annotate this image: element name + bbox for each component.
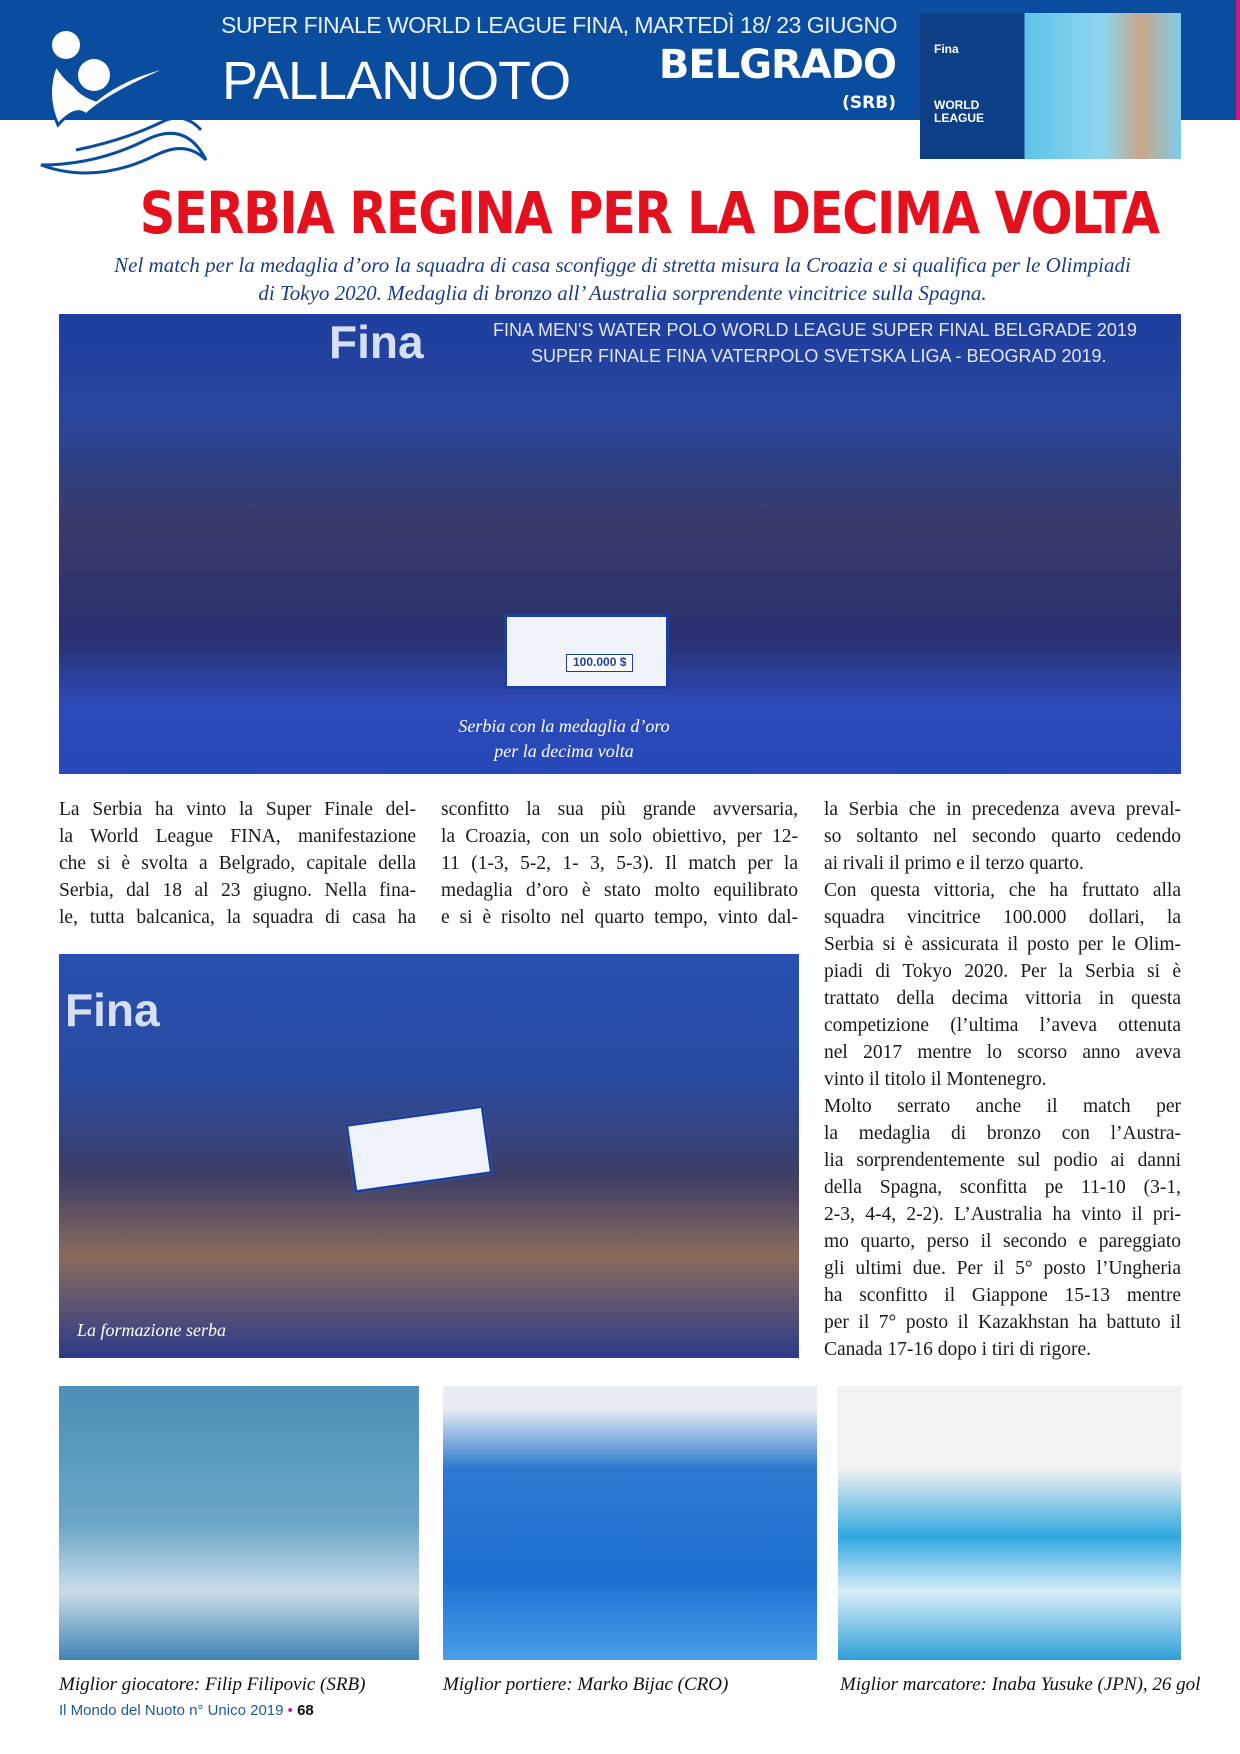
country-label: (SRB) xyxy=(842,93,896,113)
text-line: le, tutta balcanica, la squadra di casa ha xyxy=(59,907,416,928)
top-scorer-photo xyxy=(838,1386,1181,1660)
text-line: ai rivali il primo e il terzo quarto. xyxy=(824,853,1084,874)
photo-caption: La formazione serba xyxy=(77,1320,227,1340)
world-league-thumbnail: Fina WORLD LEAGUE xyxy=(920,13,1181,159)
text-line: medaglia d’oro è stato molto equilibrato xyxy=(441,880,798,901)
article-column-3 xyxy=(824,796,1181,1363)
text-line: sconfitto la sua più grande avversaria, xyxy=(441,799,798,820)
text-line: Serbia si è assicurata il posto per le Olim- xyxy=(824,934,1181,955)
city-label: BELGRADO xyxy=(658,42,896,88)
text-line: ha sconfitto il Giappone 15-13 mentre xyxy=(824,1285,1181,1306)
text-line: la World League FINA, manifestazione xyxy=(59,826,416,847)
text-line: lia sorprendentemente sul podio ai danni xyxy=(824,1150,1181,1171)
article-subtitle: Nel match per la medaglia d’oro la squadra di casa sconfigge di stretta misura la Croazia e si qualifica per le Olimpiadi di Tokyo 2020. Medaglia di bronzo all’ Australia sorprendente vincitrice sulla Spagna. xyxy=(114,253,1131,305)
text-line: gli ultimi due. Per il 5° posto l’Ungheria xyxy=(824,1258,1181,1279)
section-title: PALLANUOTO xyxy=(222,51,571,111)
text-line: 2-3, 4-4, 2-2). L’Australia ha vinto il pri- xyxy=(824,1204,1181,1225)
caption-best-player: Miglior giocatore: Filip Filipovic (SRB) xyxy=(59,1674,366,1695)
text-line: Serbia, dal 18 al 23 giugno. Nella fina- xyxy=(59,880,416,901)
main-photo-team-celebration: FINA MEN'S WATER POLO WORLD LEAGUE SUPER FINAL BELGRADE 2019 SUPER FINALE FINA VATERPOLO SVETSKA LIGA - BEOGRAD 2019. Fina 100.000 $ Serbia con la medaglia d’oro per la decima volta xyxy=(59,314,1181,774)
article-column-2 xyxy=(441,796,798,931)
text-line: la Serbia che in precedenza aveva preval- xyxy=(824,799,1181,820)
text-line: per il 7° posto il Kazakhstan ha battuto il xyxy=(824,1312,1181,1333)
photo-caption: Serbia con la medaglia d’oro per la decima volta xyxy=(458,716,670,761)
text-line: della Spagna, sconfitta pe 11-10 (3-1, xyxy=(824,1177,1181,1198)
text-line: squadra vincitrice 100.000 dollari, la xyxy=(824,907,1181,928)
team-lineup-photo: Fina La formazione serba xyxy=(59,954,799,1358)
text-line: piadi di Tokyo 2020. Per la Serbia si è xyxy=(824,961,1181,982)
text-line: nel 2017 mentre lo scorso anno aveva xyxy=(824,1042,1181,1063)
text-line: mo quarto, perso il secondo e pareggiato xyxy=(824,1231,1181,1252)
text-line: Con questa vittoria, che ha fruttato alla xyxy=(824,880,1181,901)
text-line: Canada 17-16 dopo i tiri di rigore. xyxy=(824,1339,1091,1360)
text-line: la Croazia, con un solo obiettivo, per 12- xyxy=(441,826,798,847)
best-player-photo xyxy=(59,1386,419,1660)
text-line: La Serbia ha vinto la Super Finale del- xyxy=(59,799,416,820)
page-footer: Il Mondo del Nuoto n° Unico 2019 • 68 xyxy=(59,1702,314,1719)
text-line: 11 (1-3, 5-2, 1- 3, 5-3). Il match per la xyxy=(441,853,798,874)
text-line: trattato della decima vittoria in questa xyxy=(824,988,1181,1009)
text-line: la medaglia di bronzo con l’Austra- xyxy=(824,1123,1181,1144)
text-line: Molto serrato anche il match per xyxy=(824,1096,1181,1117)
event-kicker: SUPER FINALE WORLD LEAGUE FINA, MARTEDÌ 18/ 23 GIUGNO xyxy=(220,12,897,38)
article-column-1 xyxy=(59,796,416,931)
text-line: competizione (l’ultima l’aveva ottenuta xyxy=(824,1015,1181,1036)
caption-best-goalkeeper: Miglior portiere: Marko Bijac (CRO) xyxy=(443,1674,729,1695)
caption-top-scorer: Miglior marcatore: Inaba Yusuke (JPN), 26 gol xyxy=(840,1674,1201,1695)
text-line: vinto il titolo il Montenegro. xyxy=(824,1069,1047,1090)
best-goalkeeper-photo xyxy=(443,1386,817,1660)
text-line: che si è svolta a Belgrado, capitale della xyxy=(59,853,416,874)
article-title: SERBIA REGINA PER LA DECIMA VOLTA xyxy=(139,179,1159,247)
swimmer-logo-icon xyxy=(36,25,226,185)
accent-stripe xyxy=(1236,0,1240,120)
text-line: so soltanto nel secondo quarto cedendo xyxy=(824,826,1181,847)
page-number: 68 xyxy=(297,1702,314,1719)
text-line: e si è risolto nel quarto tempo, vinto dal- xyxy=(441,907,798,928)
